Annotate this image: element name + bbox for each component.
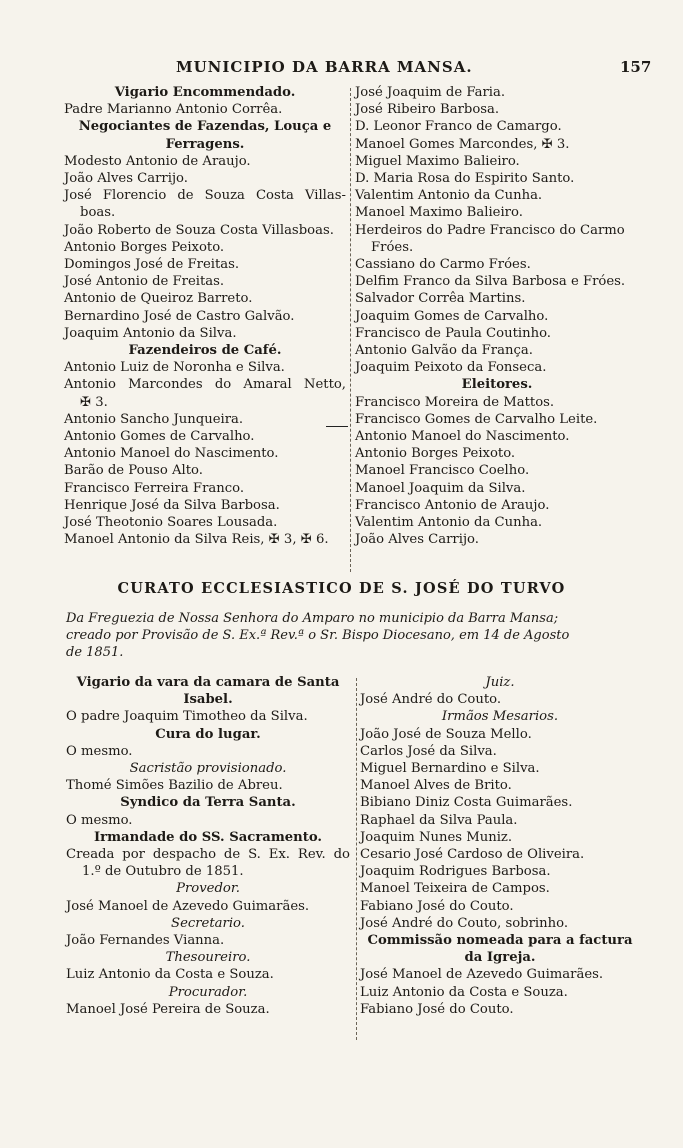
entry-line: Francisco Ferreira Franco. — [64, 480, 245, 496]
entry-line: Manoel Francisco Coelho. — [355, 463, 530, 479]
entry-line: Manoel José Pereira de Souza. — [66, 1001, 270, 1017]
entry-continuation: 1.º de Outubro de 1851. — [82, 864, 244, 880]
entry-line: Joaquim Gomes de Carvalho. — [355, 308, 549, 324]
role-heading: Provedor. — [176, 881, 240, 897]
entry-line: Valentim Antonio da Cunha. — [355, 515, 543, 531]
entry-line: O mesmo. — [66, 812, 133, 828]
section-heading: Vigario Encommendado. — [114, 85, 296, 100]
entry-line: D. Maria Rosa do Espirito Santo. — [355, 171, 575, 187]
entry-line: Fabiano José do Couto. — [360, 1001, 514, 1017]
entry-line: José Joaquim de Faria. — [355, 85, 506, 100]
entry-line: Bibiano Diniz Costa Guimarães. — [360, 795, 573, 811]
entry-line: Antonio Manoel do Nascimento. — [64, 446, 279, 462]
section-heading: da Igreja. — [464, 950, 536, 966]
entry-line: Padre Marianno Antonio Corrêa. — [64, 102, 283, 118]
entry-line: Francisco Antonio de Araujo. — [355, 497, 550, 513]
section-heading: Vigario da vara da camara de Santa — [76, 675, 340, 690]
entry-line: João Alves Carrijo. — [355, 532, 479, 548]
entry-line: Manoel Alves de Brito. — [360, 778, 512, 794]
role-heading: Secretario. — [171, 915, 245, 931]
entry-line: Thomé Simões Bazilio de Abreu. — [66, 778, 283, 794]
section-heading: Isabel. — [183, 692, 233, 708]
entry-line: Carlos José da Silva. — [360, 743, 497, 759]
role-heading: Procurador. — [168, 984, 248, 1000]
entry-line: João Alves Carrijo. — [64, 171, 188, 187]
rule-mark — [326, 426, 348, 427]
entry-continuation: Fróes. — [371, 239, 414, 255]
entry-line: Francisco Moreira de Mattos. — [355, 394, 555, 410]
right-column-lower — [360, 674, 640, 1018]
section-heading: Commissão nomeada para a factura — [367, 933, 633, 949]
running-title: MUNICIPIO DA BARRA MANSA. — [176, 58, 473, 76]
entry-continuation: ✠ 3. — [80, 394, 108, 410]
entry-line: Antonio Gomes de Carvalho. — [64, 429, 255, 445]
entry-line: O mesmo. — [66, 743, 133, 759]
entry-line: Antonio Manoel do Nascimento. — [355, 429, 570, 445]
entry-line: Joaquim Rodrigues Barbosa. — [360, 864, 551, 880]
entry-line: Manoel Maximo Balieiro. — [355, 205, 523, 221]
entry-line: Cassiano do Carmo Fróes. — [355, 257, 531, 273]
section-preamble — [66, 610, 646, 661]
entry-line: Miguel Bernardino e Silva. — [360, 761, 540, 777]
section-heading: Irmandade do SS. Sacramento. — [93, 829, 323, 845]
preamble-line: creado por Provisão de S. Ex.ª Rev.ª o Sr. Bispo Diocesano, em 14 de Agosto — [66, 628, 570, 643]
entry-line: José Manoel de Azevedo Guimarães. — [66, 898, 310, 914]
entry-line: Manoel Joaquim da Silva. — [355, 480, 526, 496]
section-heading: Ferragens. — [165, 136, 245, 152]
column-divider-lower — [356, 678, 357, 1040]
section-heading: Cura do lugar. — [155, 726, 261, 742]
entry-line: Francisco de Paula Coutinho. — [355, 325, 551, 341]
entry-line: Antonio Borges Peixoto. — [64, 239, 225, 255]
entry-line: Antonio Borges Peixoto. — [355, 446, 516, 462]
entry-line: Henrique José da Silva Barbosa. — [64, 497, 280, 513]
entry-line: João José de Souza Mello. — [360, 726, 532, 742]
section-heading: Negociantes de Fazendas, Louça e — [78, 119, 332, 135]
section-heading: Syndico da Terra Santa. — [120, 795, 296, 811]
column-divider-upper — [350, 88, 351, 572]
entry-line: João Fernandes Vianna. — [66, 933, 225, 949]
section-heading: Eleitores. — [461, 377, 533, 393]
entry-line: Barão de Pouso Alto. — [64, 463, 203, 479]
entry-continuation: boas. — [80, 205, 116, 221]
entry-line: Luiz Antonio da Costa e Souza. — [66, 967, 274, 983]
entry-line: Modesto Antonio de Araujo. — [64, 153, 251, 169]
entry-line: Miguel Maximo Balieiro. — [355, 153, 520, 169]
entry-line: Herdeiros do Padre Francisco do Carmo — [355, 222, 625, 238]
entry-line: Antonio Luiz de Noronha e Silva. — [64, 360, 285, 376]
entry-line: Fabiano José do Couto. — [360, 898, 514, 914]
entry-line: Manoel Gomes Marcondes, ✠ 3. — [355, 136, 570, 152]
left-column-lower — [66, 674, 350, 1018]
role-heading: Irmãos Mesarios. — [441, 709, 559, 725]
entry-line: Cesario José Cardoso de Oliveira. — [360, 847, 585, 863]
entry-line: Bernardino José de Castro Galvão. — [64, 308, 295, 324]
entry-line: José André do Couto, sobrinho. — [360, 915, 569, 931]
entry-line: Creada por despacho de S. Ex. Rev. do — [66, 847, 350, 863]
section-heading: Fazendeiros de Café. — [128, 343, 282, 359]
entry-line: Joaquim Nunes Muniz. — [360, 829, 513, 845]
entry-line: Manoel Antonio da Silva Reis, ✠ 3, ✠ 6. — [64, 532, 329, 548]
entry-line: Antonio de Queiroz Barreto. — [64, 291, 253, 307]
entry-line: Antonio Galvão da França. — [355, 343, 533, 359]
entry-line: Raphael da Silva Paula. — [360, 812, 518, 828]
role-heading: Sacristão provisionado. — [129, 761, 287, 777]
preamble-line: Da Freguezia de Nossa Senhora do Amparo no municipio da Barra Mansa; — [66, 611, 559, 626]
entry-line: José Theotonio Soares Lousada. — [64, 515, 278, 531]
entry-line: Antonio Marcondes do Amaral Netto, — [64, 377, 346, 393]
entry-line: Joaquim Peixoto da Fonseca. — [355, 360, 547, 376]
entry-line: José Ribeiro Barbosa. — [355, 102, 500, 118]
entry-line: Manoel Teixeira de Campos. — [360, 881, 550, 897]
entry-line: Valentim Antonio da Cunha. — [355, 188, 543, 204]
entry-line: Salvador Corrêa Martins. — [355, 291, 526, 307]
left-column-upper — [64, 84, 346, 548]
entry-line: Joaquim Antonio da Silva. — [64, 325, 237, 341]
section-title: CURATO ECCLESIASTICO DE S. JOSÉ DO TURVO — [117, 580, 566, 597]
entry-line: João Roberto de Souza Costa Villasboas. — [64, 222, 334, 238]
entry-line: José Florencio de Souza Costa Villas- — [64, 188, 346, 204]
entry-line: Antonio Sancho Junqueira. — [64, 411, 244, 427]
entry-line: Delfim Franco da Silva Barbosa e Fróes. — [355, 274, 626, 290]
entry-line: Francisco Gomes de Carvalho Leite. — [355, 411, 598, 427]
entry-line: José Antonio de Freitas. — [64, 274, 225, 290]
entry-line: José Manoel de Azevedo Guimarães. — [360, 967, 604, 983]
preamble-line: de 1851. — [66, 645, 124, 660]
role-heading: Juiz. — [485, 675, 515, 690]
entry-line: D. Leonor Franco de Camargo. — [355, 119, 562, 135]
page-number: 157 — [620, 58, 652, 76]
role-heading: Thesoureiro. — [165, 950, 251, 966]
entry-line: Luiz Antonio da Costa e Souza. — [360, 984, 568, 1000]
entry-line: José André do Couto. — [360, 692, 502, 708]
entry-line: Domingos José de Freitas. — [64, 257, 240, 273]
right-column-upper — [355, 84, 639, 548]
entry-line: O padre Joaquim Timotheo da Silva. — [66, 709, 308, 725]
